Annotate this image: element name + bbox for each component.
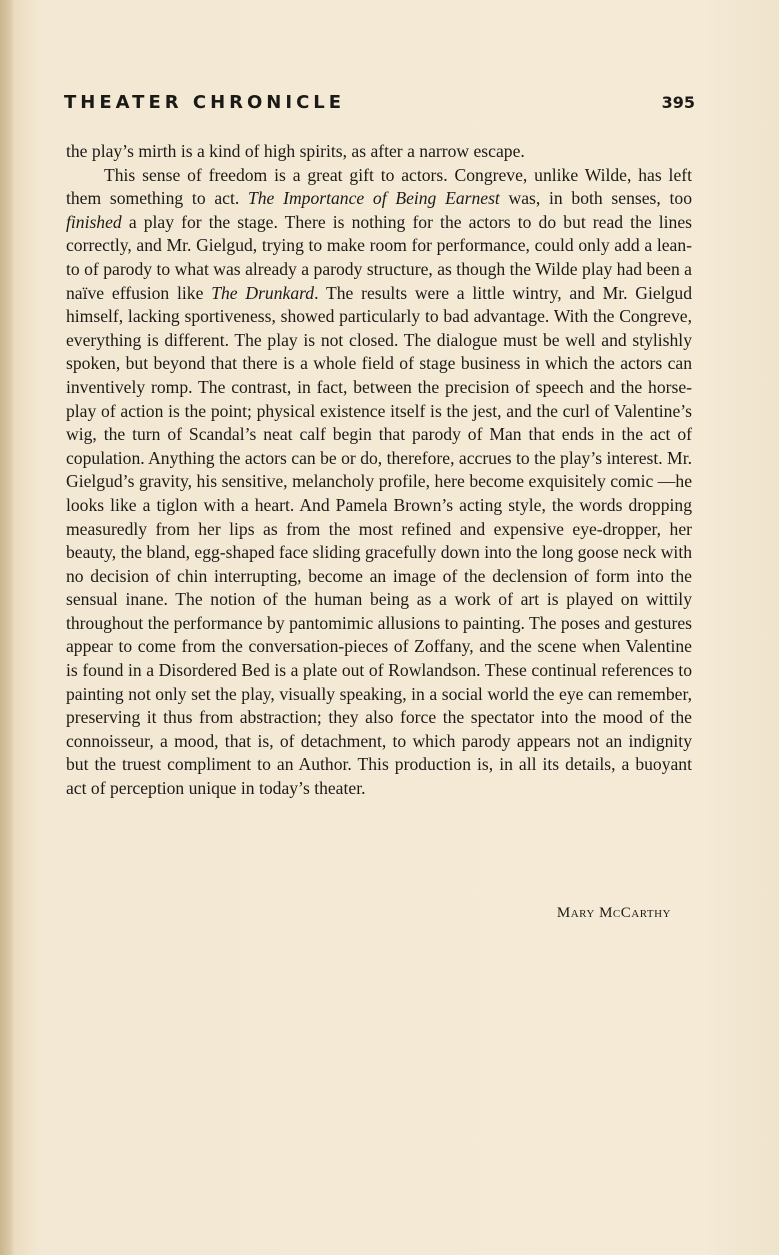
paragraph-1: the play’s mirth is a kind of high spirits, as after a narrow escape. (66, 141, 525, 161)
running-head (64, 92, 695, 120)
paragraph-2: This sense of freedom is a great gift to actors. Congreve, unlike Wilde, has left them something to act. The Importance of Being Earnest was, in both senses, too finished a play for the stage. There is nothing for the actors to do but read the lines correctly, and Mr. Gielgud, trying to make room for performance, could only add a lean-to of parody to what was already a parody structure, as though the Wilde play had been a naïve effusion like The Drunkard. The results were a little wintry, and Mr. Gielgud himself, lacking sportiveness, showed particularly to bad advantage. With the Congreve, everything is different. The play is not closed. The dialogue must be well and stylishly spoken, but beyond that there is a whole field of stage business in which the actors can inventively romp. The contrast, in fact, between the precision of speech and the horse-play of action is the point; physical existence itself is the jest, and the curl of Valentine’s wig, the turn of Scandal’s neat calf begin that parody of Man that ends in the act of copulation. Anything the actors can be or do, therefore, accrues to the play’s interest. Mr. Gielgud’s gravity, his sensitive, melancholy profile, here become exquisitely comic —he looks like a tiglon with a heart. And Pamela Brown’s acting style, the words dropping measuredly from her lips as from the most refined and expensive eye-dropper, her beauty, the bland, egg-shaped face sliding gracefully down into the long goose neck with no decision of chin interrupting, become an image of the declension of form into the sensual inane. The notion of the human being as a work of art is played on wittily throughout the performance by pantomimic allusions to painting. The poses and gestures appear to come from the conversation-pieces of Zoffany, and the scene when Valentine is found in a Disordered Bed is a plate out of Rowlandson. These continual references to painting not only set the play, visually speaking, in a social world the eye can remember, preserving it thus from abstraction; they also force the spectator into the mood of the connoisseur, a mood, that is, of detachment, to which parody appears not an indignity but the truest compliment to an Author. This production is, in all its details, a buoyant act of perception unique in today’s theater. (66, 164, 692, 799)
emphasis-finished: finished (66, 211, 122, 232)
title-the-drunkard: The Drunkard (211, 282, 315, 303)
section-title: THEATER CHRONICLE (64, 92, 346, 113)
author-signature: Mary McCarthy (556, 905, 671, 921)
page-number: 395 (661, 93, 695, 112)
page-gutter-shadow (0, 0, 14, 1255)
title-importance-of-being-earnest: The Importance of Being Earnest (247, 188, 500, 209)
article-body (66, 140, 692, 801)
